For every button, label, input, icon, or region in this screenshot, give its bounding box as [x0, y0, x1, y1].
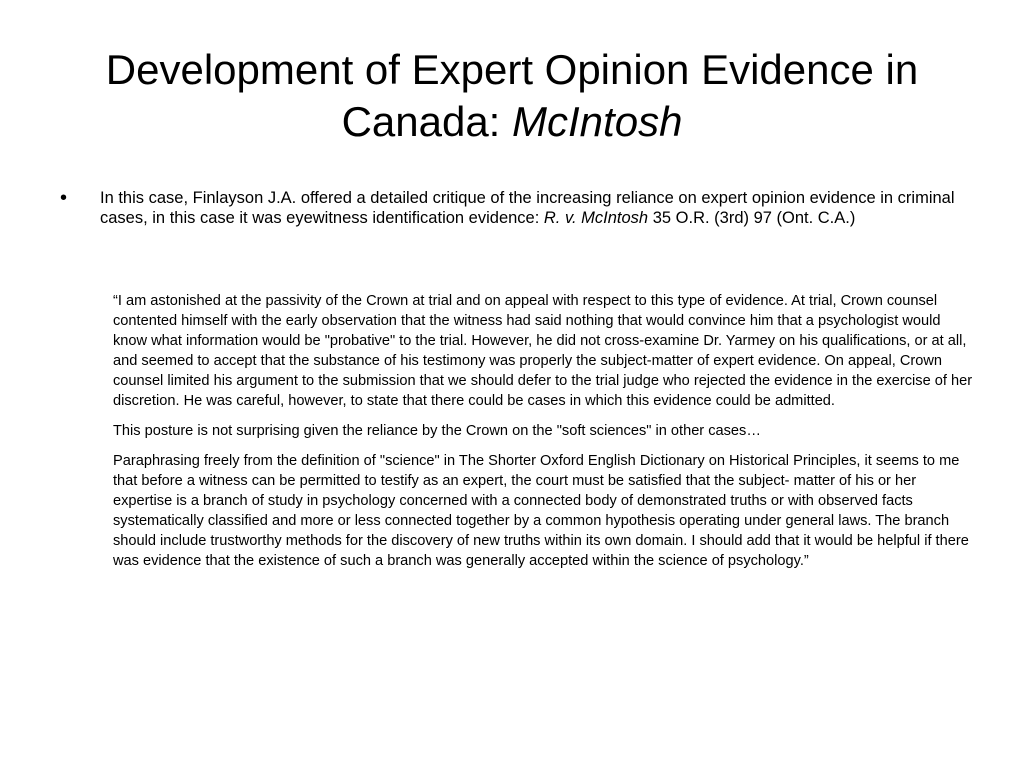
bullet-citation-rest: 35 O.R. (3rd) 97 (Ont. C.A.)	[648, 209, 856, 227]
bullet-text-body: In this case, Finlayson J.A. offered a detailed critique of the increasing reliance on expert opinion evidence in criminal cases, in this case it was eyewitness identification evidence:	[100, 189, 955, 227]
quote-paragraph-3: Paraphrasing freely from the definition of "science" in The Shorter Oxford English Dictionary on Historical Principles, it seems to me that before a witness can be permitted to testify as an expert, the court must be satisfied that the subject- matter of his or her expertise is a branch of study in psychology concerned with a connected body of demonstrated truths or with observed facts systematically classified and more or less connected together by a common hypothesis operating under general laws. The branch should include trustworthy methods for the discovery of new truths within its own domain. I should add that it would be helpful if there was evidence that the existence of such a branch was generally accepted within the science of psychology.”	[113, 453, 969, 569]
slide-title-text: Development of Expert Opinion Evidence in Canada:	[105, 46, 919, 145]
quote-paragraph-1: “I am astonished at the passivity of the Crown at trial and on appeal with respect to this type of evidence. At trial, Crown counsel contented himself with the early observation that the witness had said nothing that would convince him that a psychologist would know what information would be "probative" to the trial. However, he did not cross-examine Dr. Yarmey on his qualifications, or at all, and seemed to accept that the substance of his testimony was properly the subject-matter of expert evidence. On appeal, Crown counsel limited his argument to the submission that we should defer to the trial judge who rejected the evidence in the exercise of her discretion. He was careful, however, to state that there could be cases in which this evidence could be admitted.	[113, 293, 973, 409]
bullet-list	[60, 188, 960, 228]
bullet-marker: •	[60, 187, 68, 209]
slide-title-case-name: McIntosh	[512, 98, 683, 145]
bullet-citation-case: R. v. McIntosh	[543, 209, 649, 227]
bullet-item	[60, 188, 960, 228]
slide-title	[40, 44, 984, 148]
quote-paragraph-2: This posture is not surprising given the reliance by the Crown on the "soft sciences" in other cases…	[113, 423, 761, 439]
bullet-text	[100, 188, 960, 228]
quotation-block	[113, 291, 975, 581]
